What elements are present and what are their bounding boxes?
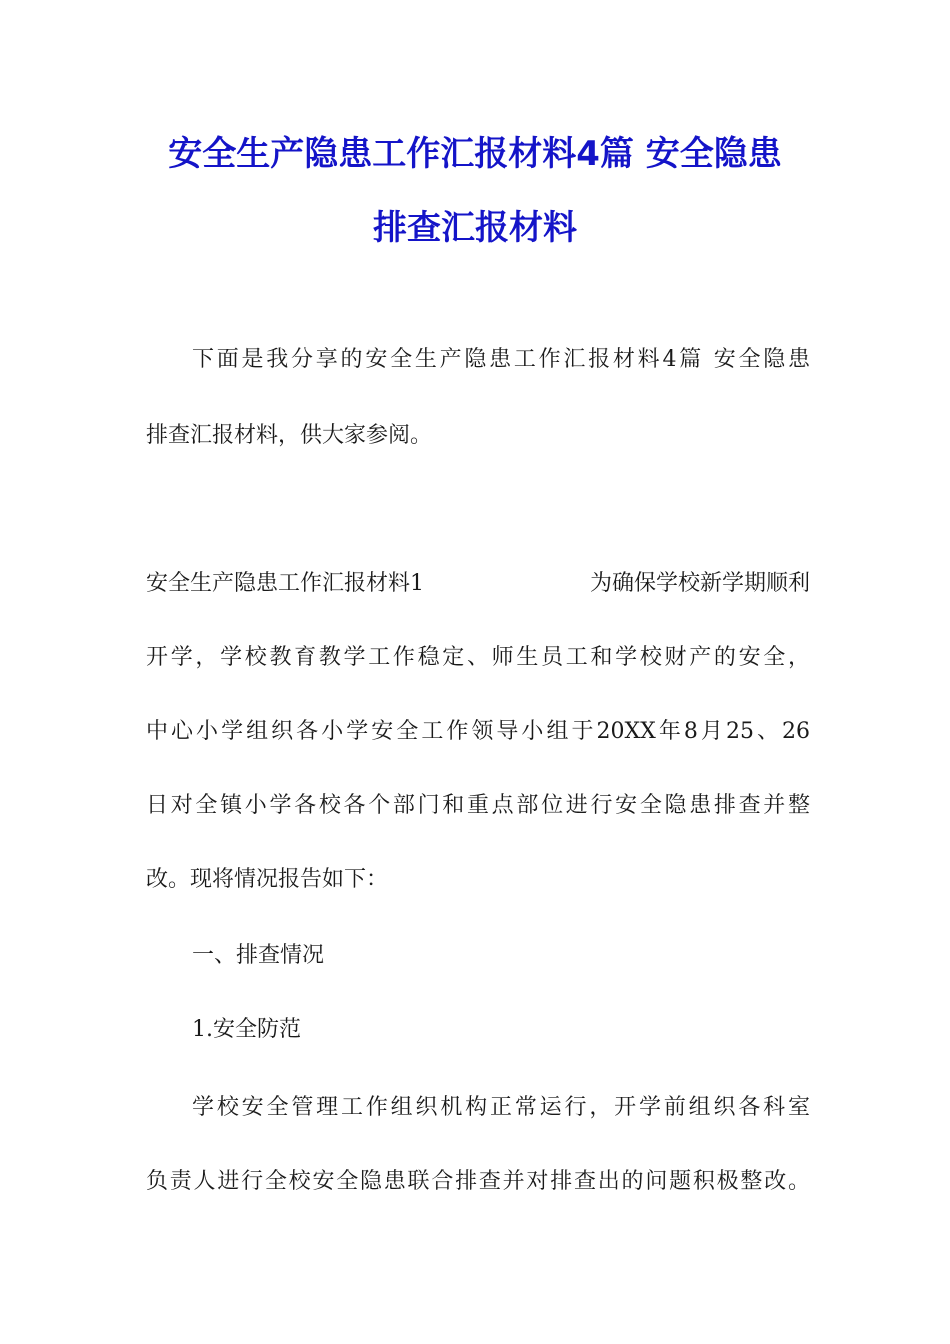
item-heading: 1.安全防范 (192, 1017, 301, 1042)
section1-line-2: 中心小学组织各小学安全工作领导小组于20XX年8月25、26 (146, 719, 810, 744)
section1-line-3: 日对全镇小学各校各个部门和重点部位进行安全隐患排查并整 (146, 793, 810, 818)
section1-heading-line (146, 569, 810, 599)
section1-line-4: 改。现将情况报告如下： (146, 867, 389, 892)
section1-line-1: 开学，学校教育教学工作稳定、师生员工和学校财产的安全， (146, 645, 810, 670)
item-line-1: 学校安全管理工作组织机构正常运行，开学前组织各科室 (192, 1095, 810, 1120)
subsection-heading: 一、排查情况 (192, 943, 325, 968)
document-title-line-2: 排查汇报材料 (373, 208, 577, 248)
section1-heading: 安全生产隐患工作汇报材料1 (146, 571, 424, 596)
item-line-2: 负责人进行全校安全隐患联合排查并对排查出的问题积极整改。 (146, 1169, 810, 1194)
document-title-line-1: 安全生产隐患工作汇报材料4篇 安全隐患 (168, 134, 782, 174)
section1-heading-continuation: 为确保学校新学期顺利 (589, 571, 810, 596)
intro-line-2: 排查汇报材料，供大家参阅。 (146, 423, 433, 448)
intro-line-1: 下面是我分享的安全生产隐患工作汇报材料4篇 安全隐患 (192, 347, 810, 372)
